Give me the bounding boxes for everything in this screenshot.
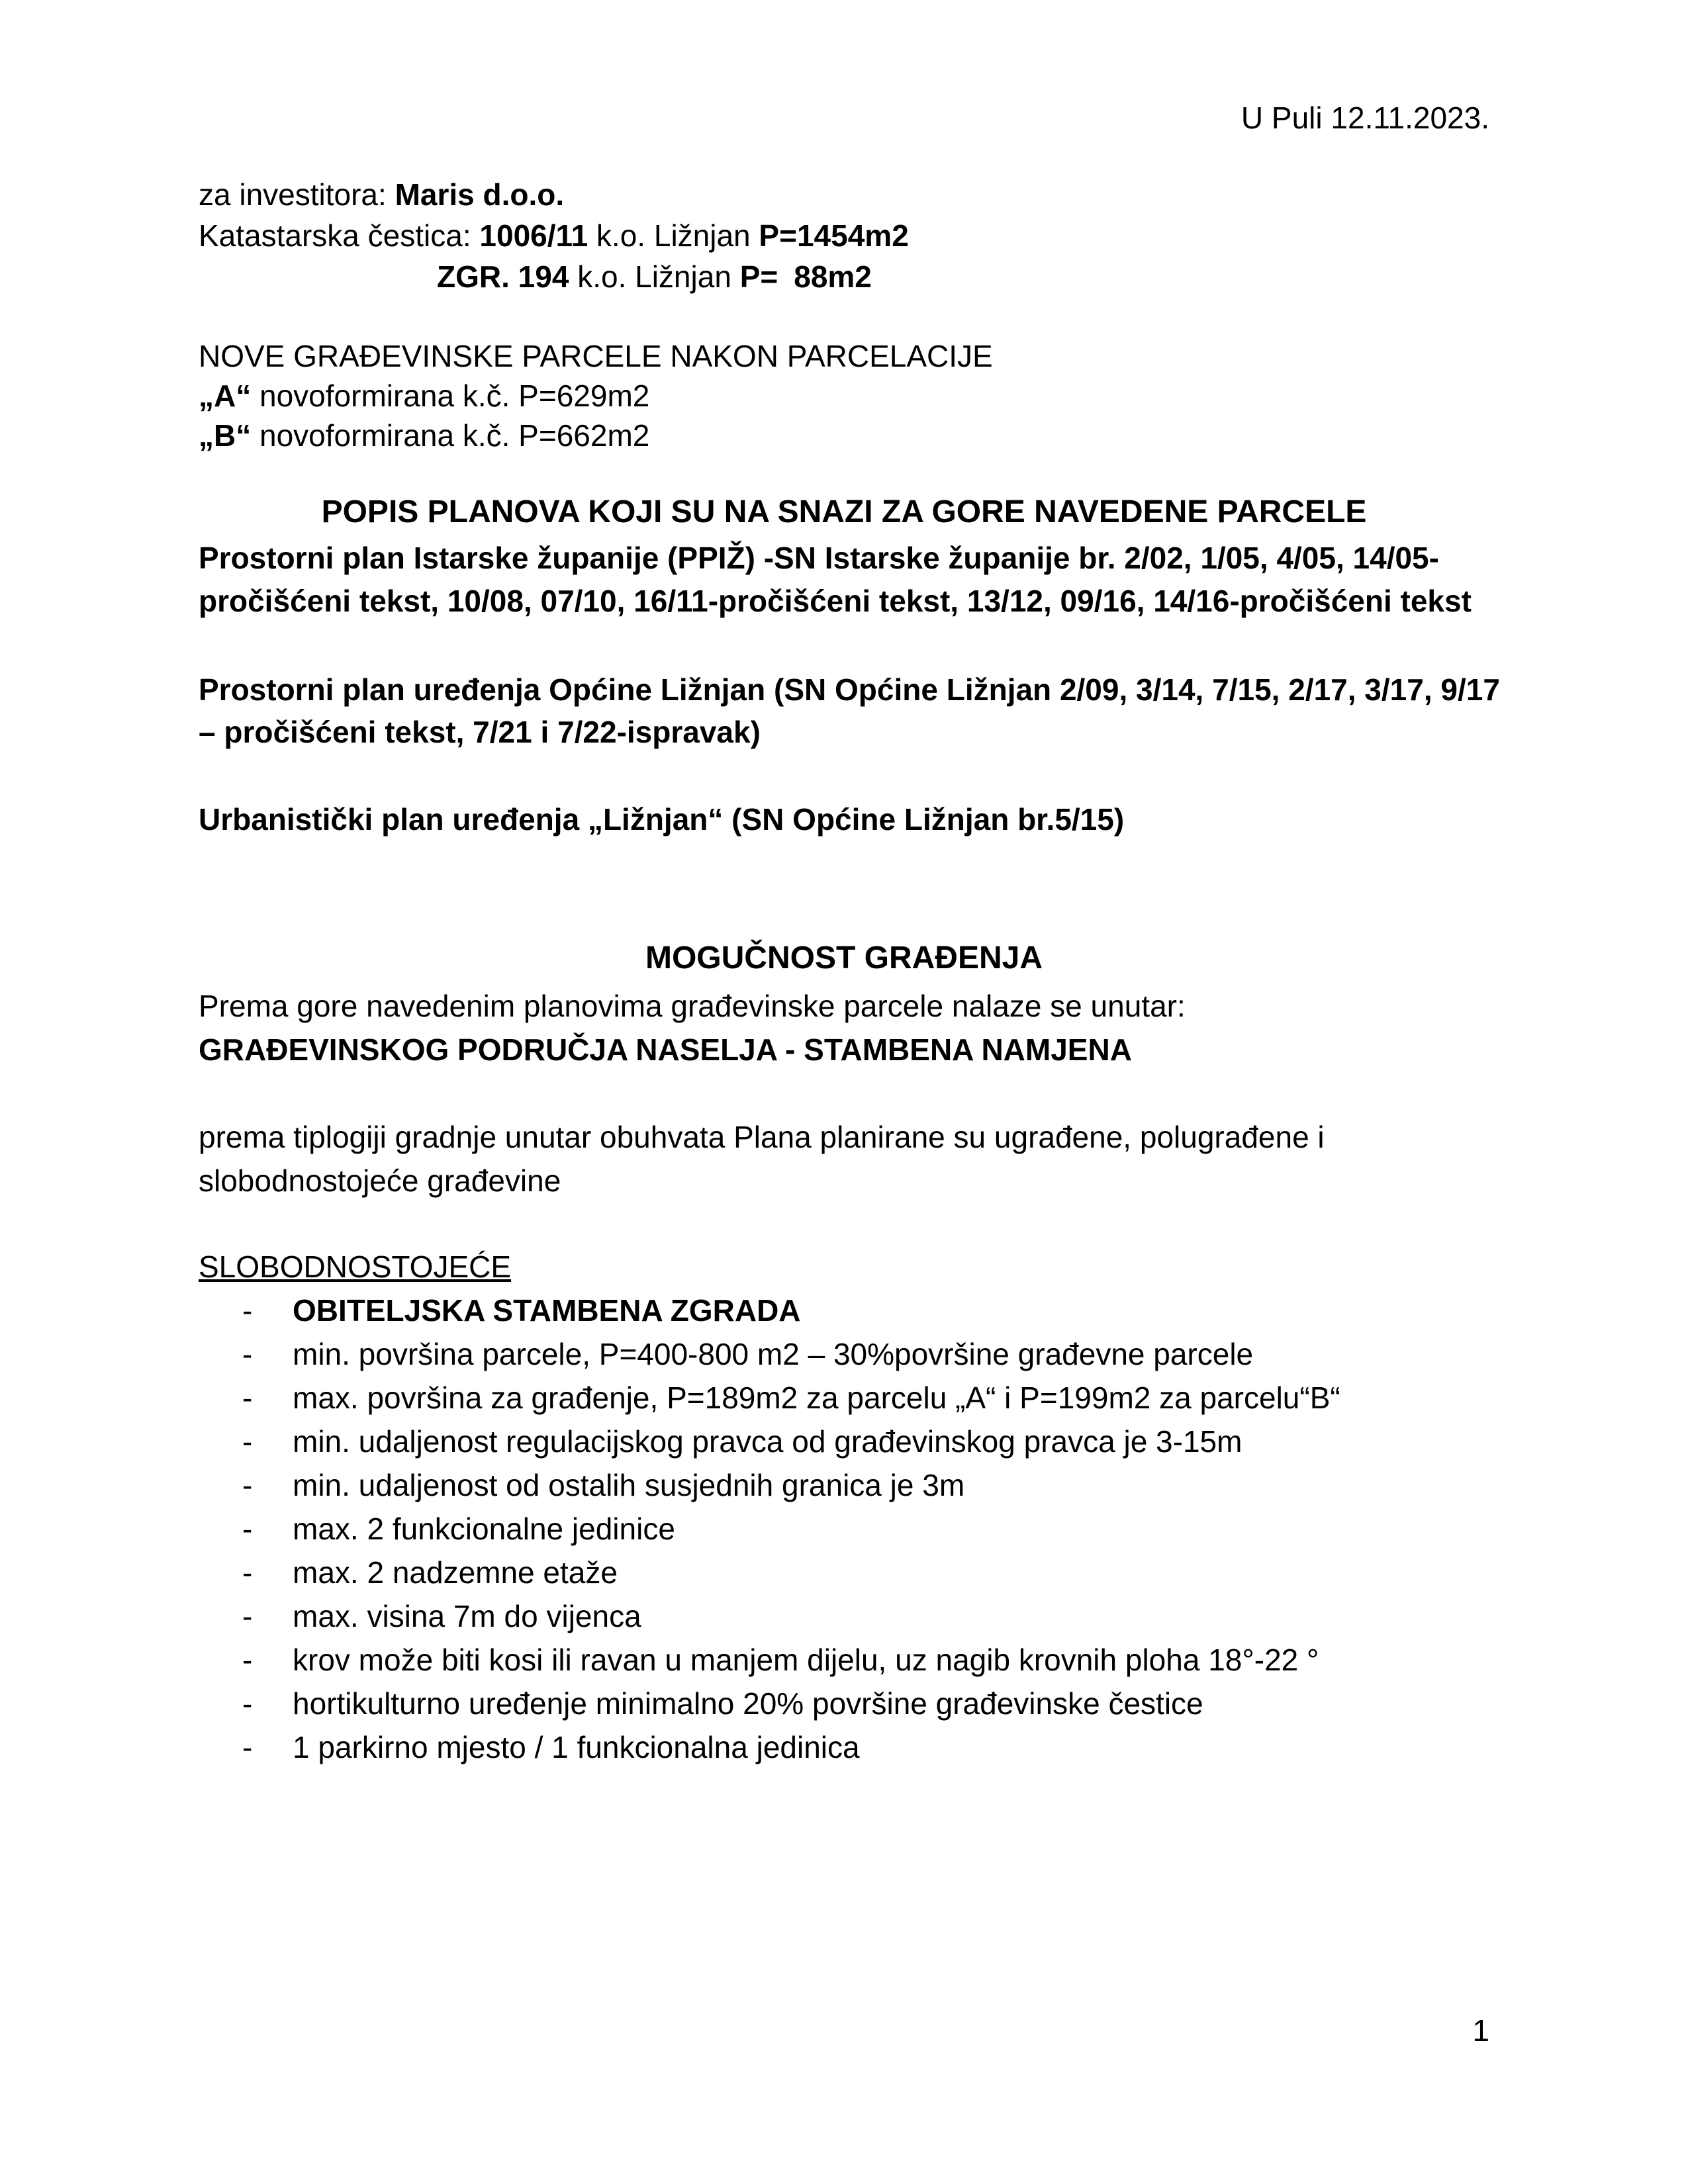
bullet-dash: -: [242, 1686, 253, 1721]
bullet-dash: -: [242, 1424, 253, 1459]
list-item-text: krov može biti kosi ili ravan u manjem dijelu, uz nagib krovnih ploha 18°-22 °: [293, 1643, 1319, 1677]
investor-line: [199, 176, 564, 213]
list-item-text: max. 2 funkcionalne jedinice: [293, 1512, 675, 1546]
building-zone: GRAĐEVINSKOG PODRUČJA NASELJA - STAMBENA NAMJENA: [199, 1032, 1132, 1067]
cadastral-line-1: [199, 217, 909, 254]
plans-heading: POPIS PLANOVA KOJI SU NA SNAZI ZA GORE NAVEDENE PARCELE: [321, 494, 1367, 529]
cadastral-area: P=1454m2: [759, 218, 909, 253]
list-item-text: hortikulturno uređenje minimalno 20% površine građevinske čestice: [293, 1686, 1203, 1721]
bullet-dash: -: [242, 1599, 253, 1633]
list-item-text: OBITELJSKA STAMBENA ZGRADA: [293, 1293, 801, 1328]
investor-label: za investitora:: [199, 177, 395, 212]
bullet-dash: -: [242, 1468, 253, 1502]
bullet-dash: -: [242, 1381, 253, 1415]
ppiz-line-2: pročišćeni tekst, 10/08, 07/10, 16/11-pročišćeni tekst, 13/12, 09/16, 14/16-pročišćeni tekst: [199, 584, 1472, 618]
bullet-dash: -: [242, 1293, 253, 1328]
building-area-prefix: P=: [739, 259, 778, 294]
ppiz-line-1: Prostorni plan Istarske županije (PPIŽ) -SN Istarske županije br. 2/02, 1/05, 4/05, 14/05-: [199, 541, 1439, 575]
typology-line-2: slobodnostojeće građevine: [199, 1163, 561, 1198]
building-area: 88m2: [794, 259, 872, 294]
cadastral-line-2: [437, 258, 872, 295]
building-id: ZGR. 194: [437, 259, 569, 294]
cadastral-parcel: 1006/11: [479, 218, 588, 253]
cadastral-label: Katastarska čestica:: [199, 218, 480, 253]
bullet-dash: -: [242, 1555, 253, 1590]
upu-line: Urbanistički plan uređenja „Ližnjan“ (SN Općine Ližnjan br.5/15): [199, 802, 1125, 837]
investor-name: Maris d.o.o.: [395, 177, 565, 212]
typology-line-1: prema tiplogiji gradnje unutar obuhvata Plana planirane su ugrađene, polugrađene i: [199, 1120, 1325, 1154]
section-title: SLOBODNOSTOJEĆE: [199, 1250, 512, 1284]
bullet-dash: -: [242, 1730, 253, 1764]
ppuo-line-1: Prostorni plan uređenja Općine Ližnjan (SN Općine Ližnjan 2/09, 3/14, 7/15, 2/17, 3/17, 9/17: [199, 672, 1500, 707]
building-heading: MOGUČNOST GRAĐENJA: [645, 940, 1043, 976]
building-ko: k.o. Ližnjan: [569, 259, 740, 294]
bullet-dash: -: [242, 1512, 253, 1546]
document-date: U Puli 12.11.2023.: [1241, 101, 1489, 135]
new-parcel-a: [199, 377, 649, 414]
parcel-mark-b: „B“: [199, 418, 252, 453]
parcel-text-b: novoformirana k.č. P=662m2: [251, 418, 650, 453]
cadastral-ko: k.o. Ližnjan: [588, 218, 759, 253]
new-parcel-b: [199, 417, 649, 454]
bullet-dash: -: [242, 1337, 253, 1371]
list-item-text: min. površina parcele, P=400-800 m2 – 30%površine građevne parcele: [293, 1337, 1254, 1371]
parcel-text-a: novoformirana k.č. P=629m2: [251, 379, 650, 413]
ppuo-line-2: – pročišćeni tekst, 7/21 i 7/22-ispravak): [199, 715, 761, 749]
list-item-text: 1 parkirno mjesto / 1 funkcionalna jedinica: [293, 1730, 860, 1764]
bullet-dash: -: [242, 1643, 253, 1677]
page-number: 1: [1472, 2013, 1489, 2048]
list-item-text: max. 2 nadzemne etaže: [293, 1555, 618, 1590]
building-intro: Prema gore navedenim planovima građevinske parcele nalaze se unutar:: [199, 989, 1186, 1023]
list-item-text: min. udaljenost od ostalih susjednih granica je 3m: [293, 1468, 965, 1502]
list-item-text: max. visina 7m do vijenca: [293, 1599, 641, 1633]
parcel-mark-a: „A“: [199, 379, 252, 413]
new-parcels-title: NOVE GRAĐEVINSKE PARCELE NAKON PARCELACIJE: [199, 339, 993, 373]
list-item-text: max. površina za građenje, P=189m2 za parcelu „A“ i P=199m2 za parcelu“B“: [293, 1381, 1340, 1415]
list-item-text: min. udaljenost regulacijskog pravca od građevinskog pravca je 3-15m: [293, 1424, 1243, 1459]
